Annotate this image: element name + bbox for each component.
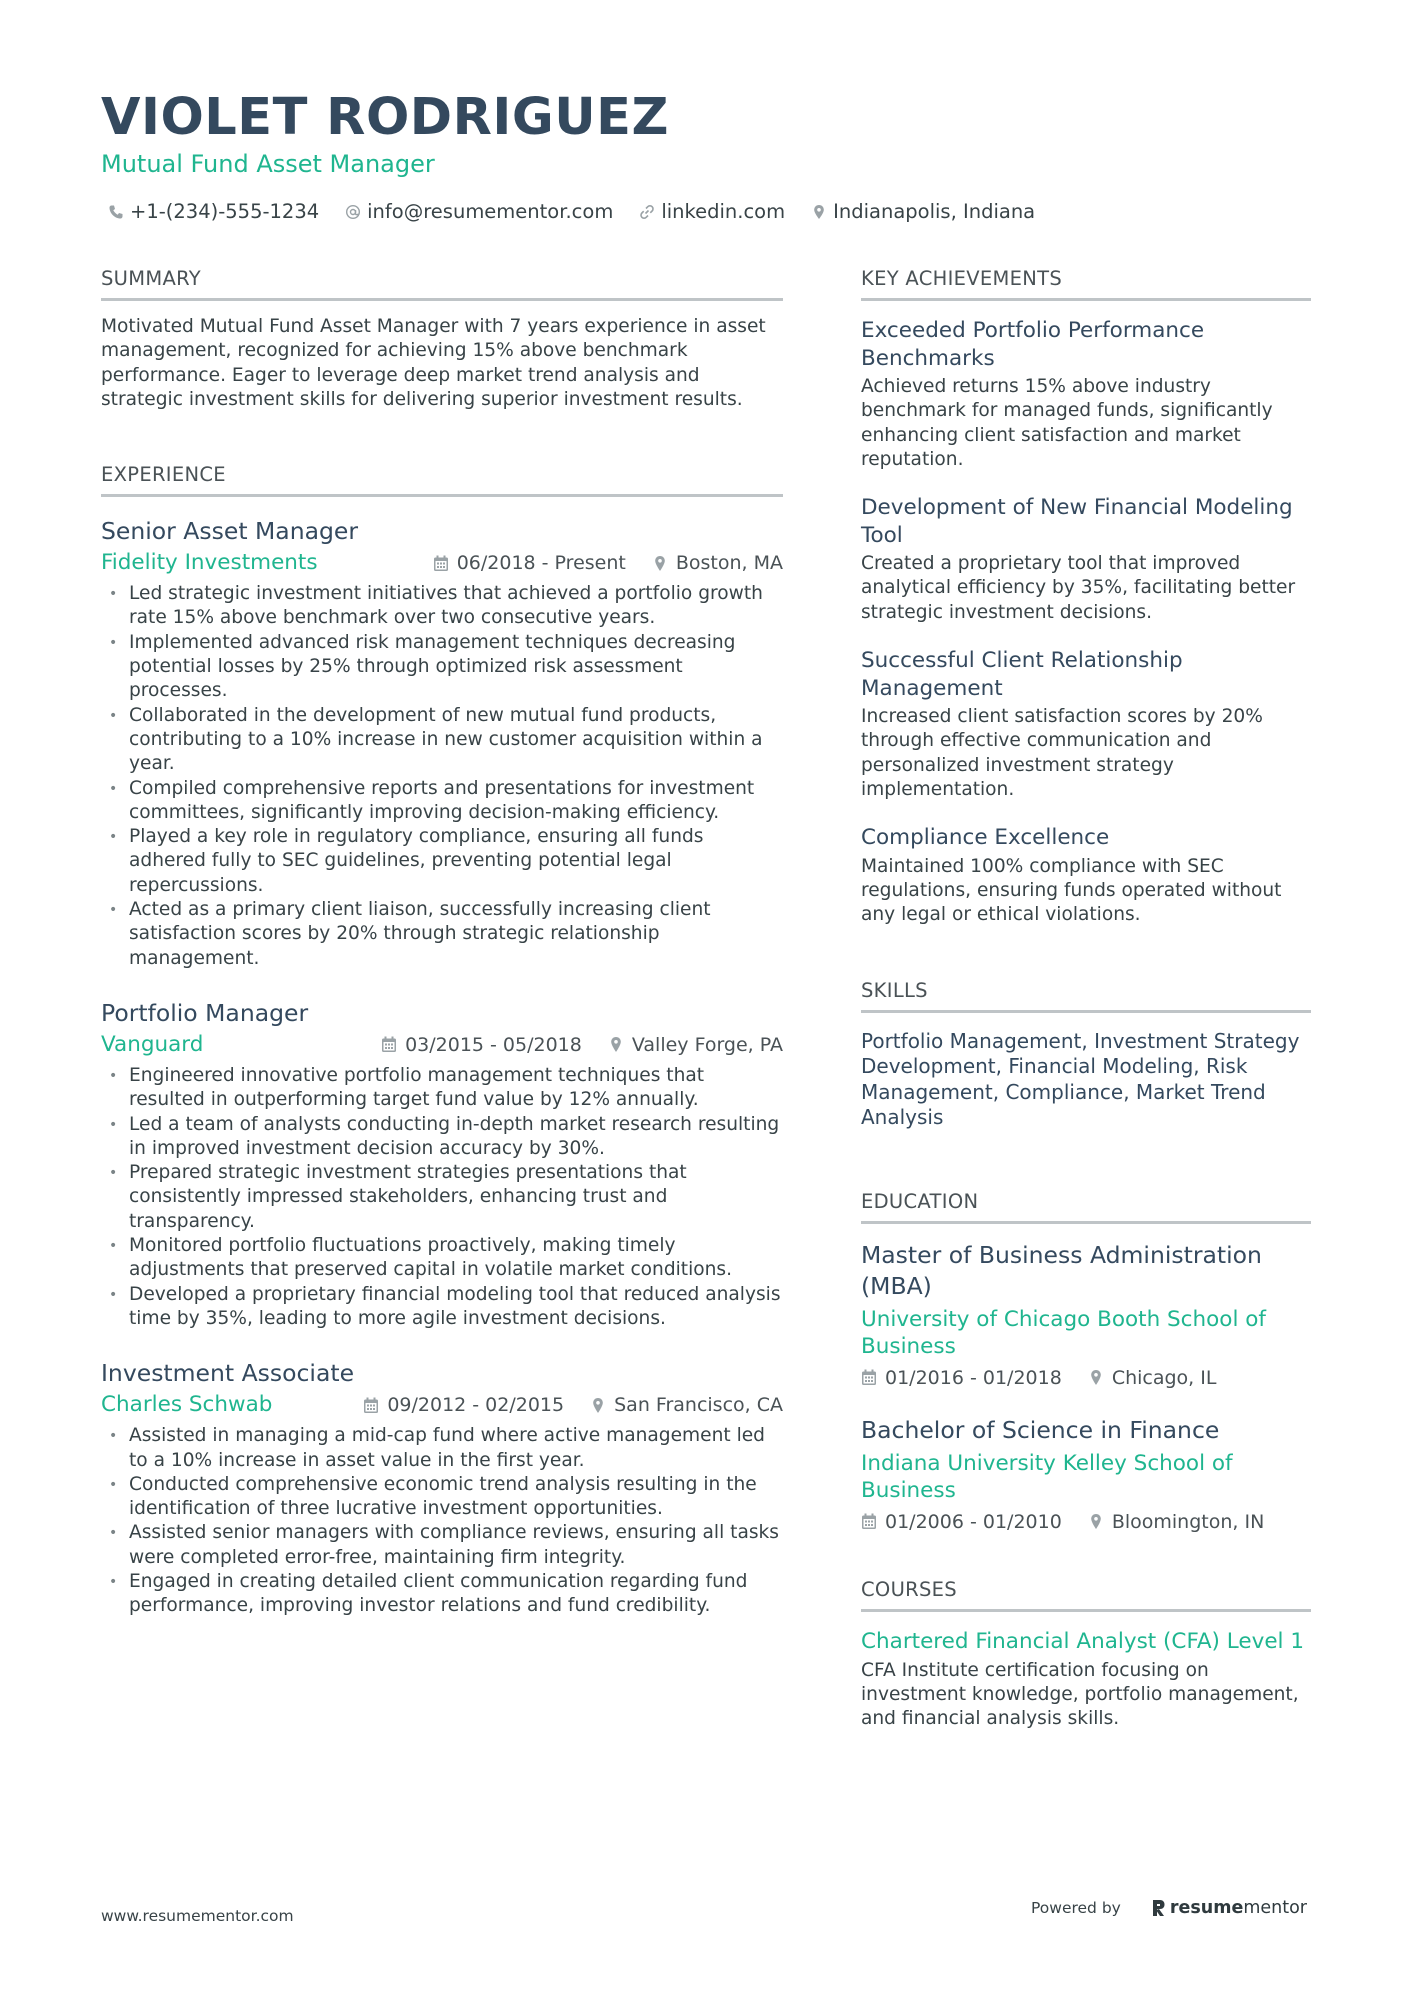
at-icon (345, 204, 361, 220)
footer-website[interactable]: www.resumementor.com (101, 1907, 294, 1925)
achievements-section (861, 266, 1311, 928)
job-bullet: • Compiled comprehensive reports and presentations for investment committees, significantly improving decision-making efficiency. (101, 777, 783, 826)
job-company: Charles Schwab (101, 1392, 273, 1418)
calendar-icon (861, 1369, 877, 1386)
course-title: Chartered Financial Analyst (CFA) Level 1 (861, 1628, 1305, 1654)
job-bullets (101, 1424, 783, 1618)
calendar-icon (861, 1513, 877, 1530)
calendar-icon (381, 1036, 397, 1053)
brand-bold: resume (1169, 1898, 1244, 1918)
summary-heading: SUMMARY (101, 266, 783, 301)
job-entry (101, 1357, 783, 1618)
job-dates-text: 06/2018 - Present (456, 552, 626, 575)
job-bullet: • Implemented advanced risk management techniques decreasing potential losses by 25% through optimized risk assessment processes. (101, 631, 783, 704)
job-bullet: • Developed a proprietary financial modeling tool that reduced analysis time by 35%, leading to more agile investment decisions. (101, 1283, 783, 1332)
job-bullet: • Led a team of analysts conducting in-depth market research resulting in improved investment decision accuracy by 30%. (101, 1113, 783, 1162)
courses-heading: COURSES (861, 1577, 1311, 1612)
job-location-text: Valley Forge, PA (631, 1033, 783, 1056)
link-icon (639, 204, 655, 220)
job-dates-text: 03/2015 - 05/2018 (405, 1033, 582, 1056)
job-location (608, 1034, 783, 1056)
contact-email-text: info@resumementor.com (367, 200, 614, 223)
achievement-title: Development of New Financial Modeling Tool (861, 495, 1293, 548)
achievement-item (861, 824, 1311, 927)
contact-linkedin-text: linkedin.com (661, 200, 786, 223)
location-pin-icon (608, 1036, 624, 1053)
job-bullet: • Engineered innovative portfolio management techniques that resulted in outperforming target fund value by 12% annually. (101, 1064, 783, 1113)
experience-section (101, 462, 783, 1618)
calendar-icon (433, 555, 449, 572)
contact-location (811, 198, 1035, 226)
phone-icon (108, 204, 124, 220)
education-item (861, 1240, 1311, 1389)
achievement-item (861, 494, 1311, 625)
summary-section (101, 266, 783, 412)
achievement-desc: Maintained 100% compliance with SEC regulations, ensuring funds operated without any legal or ethical violations. (861, 855, 1282, 926)
experience-heading: EXPERIENCE (101, 462, 783, 497)
candidate-title: Mutual Fund Asset Manager (101, 150, 435, 178)
job-dates (363, 1394, 564, 1416)
education-section (861, 1189, 1311, 1533)
achievement-desc: Created a proprietary tool that improved analytical efficiency by 35%, facilitating better strategic investment decisions. (861, 553, 1296, 623)
education-meta (861, 1511, 1311, 1533)
job-company: Vanguard (101, 1031, 204, 1057)
achievement-title: Successful Client Relationship Management (861, 648, 1183, 701)
education-meta (861, 1367, 1311, 1389)
job-meta-row (101, 1390, 783, 1420)
education-dates-text: 01/2006 - 01/2010 (885, 1510, 1062, 1533)
job-location-text: Boston, MA (675, 552, 783, 575)
job-bullet: • Led strategic investment initiatives that achieved a portfolio growth rate 15% above benchmark over two consecutive years. (101, 582, 783, 631)
footer-branding (1031, 1898, 1307, 1918)
contact-linkedin[interactable] (639, 198, 785, 226)
calendar-icon (363, 1397, 379, 1414)
education-dates-text: 01/2016 - 01/2018 (885, 1366, 1062, 1389)
achievement-item (861, 317, 1311, 472)
job-dates (433, 552, 626, 574)
skills-heading: SKILLS (861, 978, 1311, 1013)
job-meta (381, 1034, 783, 1056)
job-meta-row (101, 1030, 783, 1060)
job-company: Fidelity Investments (101, 550, 318, 576)
courses-section (861, 1577, 1311, 1732)
job-bullet: • Engaged in creating detailed client communication regarding fund performance, improving investor relations and fund credibility. (101, 1570, 783, 1619)
education-dates (861, 1367, 1062, 1389)
right-column (861, 266, 1311, 1732)
education-degree: Bachelor of Science in Finance (861, 1415, 1220, 1444)
education-degree: Master of Business Administration (MBA) (861, 1240, 1262, 1300)
education-location (1088, 1367, 1217, 1389)
resumementor-logo-icon (1151, 1898, 1166, 1918)
achievement-title: Compliance Excellence (861, 825, 1110, 851)
brand-light: mentor (1243, 1898, 1307, 1918)
achievements-heading: KEY ACHIEVEMENTS (861, 266, 1311, 301)
job-meta (363, 1394, 783, 1416)
achievement-desc: Achieved returns 15% above industry benchmark for managed funds, significantly enhancing client satisfaction and market reputation. (861, 376, 1273, 470)
achievement-title: Exceeded Portfolio Performance Benchmarks (861, 318, 1205, 371)
summary-text: Motivated Mutual Fund Asset Manager with 7 years experience in asset management, recognized for achieving 15% above benchmark performance. Eager to leverage deep market trend analysis and strategic investment skills for delivering superior investment results. (101, 316, 766, 410)
location-pin-icon (590, 1397, 606, 1414)
contact-phone-text: +1-(234)-555-1234 (130, 200, 320, 223)
education-item (861, 1415, 1311, 1533)
job-bullets (101, 582, 783, 971)
job-bullet: • Conducted comprehensive economic trend analysis resulting in the identification of three lucrative investment opportunities. (101, 1473, 783, 1522)
job-dates-text: 09/2012 - 02/2015 (387, 1394, 565, 1417)
course-item (861, 1628, 1311, 1732)
job-bullet: • Assisted senior managers with compliance reviews, ensuring all tasks were completed error-free, maintaining firm integrity. (101, 1521, 783, 1570)
job-bullet: • Played a key role in regulatory compliance, ensuring all funds adhered fully to SEC guidelines, preventing potential legal repercussions. (101, 825, 783, 898)
brand-logo[interactable] (1151, 1898, 1307, 1918)
education-school: Indiana University Kelley School of Business (861, 1450, 1233, 1504)
job-meta-row (101, 548, 783, 578)
skills-text: Portfolio Management, Investment Strategy Development, Financial Modeling, Risk Management, Compliance, Market Trend Analysis (861, 1028, 1300, 1130)
left-column (101, 266, 783, 1619)
education-location-text: Chicago, IL (1111, 1366, 1217, 1389)
education-dates (861, 1511, 1062, 1533)
candidate-name: VIOLET RODRIGUEZ (101, 88, 669, 147)
job-bullet: • Acted as a primary client liaison, successfully increasing client satisfaction scores by 20% through strategic relationship management. (101, 898, 783, 971)
job-entry (101, 515, 783, 971)
location-pin-icon (652, 555, 668, 572)
contact-bar (108, 198, 1061, 226)
job-location (652, 552, 783, 574)
job-bullets (101, 1064, 783, 1331)
contact-location-text: Indianapolis, Indiana (833, 200, 1036, 223)
contact-email[interactable] (345, 198, 613, 226)
job-bullet: • Prepared strategic investment strategies presentations that consistently impressed stakeholders, enhancing trust and transparency. (101, 1161, 783, 1234)
job-dates (381, 1034, 582, 1056)
contact-phone[interactable] (108, 198, 319, 226)
job-meta (433, 552, 783, 574)
course-desc: CFA Institute certification focusing on investment knowledge, portfolio management, and financial analysis skills. (861, 1659, 1299, 1730)
achievement-item (861, 647, 1311, 802)
location-pin-icon (1088, 1369, 1104, 1386)
job-entry (101, 997, 783, 1331)
powered-by-label: Powered by (1031, 1899, 1121, 1917)
job-bullet: • Collaborated in the development of new mutual fund products, contributing to a 10% increase in new customer acquisition within a year. (101, 704, 783, 777)
education-school: University of Chicago Booth School of Business (861, 1306, 1266, 1360)
location-pin-icon (1088, 1513, 1104, 1530)
job-location-text: San Francisco, CA (614, 1394, 783, 1417)
job-bullet: • Assisted in managing a mid-cap fund where active management led to a 10% increase in asset value in the first year. (101, 1424, 783, 1473)
achievement-desc: Increased client satisfaction scores by 20% through effective communication and personalized investment strategy implementation. (861, 706, 1263, 800)
education-location-text: Bloomington, IN (1111, 1510, 1265, 1533)
skills-section (861, 978, 1311, 1131)
education-location (1088, 1511, 1264, 1533)
job-title: Senior Asset Manager (101, 517, 359, 546)
job-title: Investment Associate (101, 1359, 355, 1388)
job-location (590, 1394, 783, 1416)
location-pin-icon (811, 204, 827, 220)
job-title: Portfolio Manager (101, 998, 309, 1027)
job-bullet: • Monitored portfolio fluctuations proactively, making timely adjustments that preserved capital in volatile market conditions. (101, 1234, 783, 1283)
education-heading: EDUCATION (861, 1189, 1311, 1224)
